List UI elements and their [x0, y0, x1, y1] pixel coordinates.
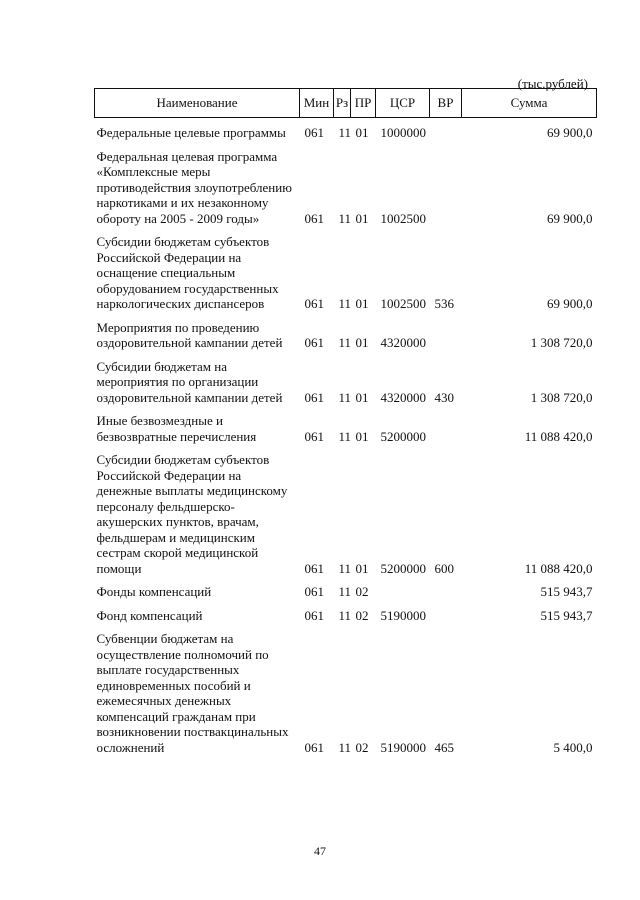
table-header-row — [95, 89, 597, 118]
row-sum: 11 088 420,0 — [524, 560, 593, 576]
row-pr: 01 — [355, 296, 369, 311]
row-csr: 1000000 — [380, 125, 426, 140]
row-sum: 69 900,0 — [547, 296, 593, 311]
row-rz: 11 — [338, 428, 352, 444]
header-rz: Рз — [334, 89, 351, 118]
table-row — [95, 444, 597, 576]
row-csr: 1002500 — [380, 296, 426, 311]
row-vr — [430, 600, 462, 624]
row-sum: 515 943,7 — [540, 584, 593, 599]
table-row — [95, 312, 597, 351]
row-vr: 536 — [434, 296, 454, 311]
row-csr: 5190000 — [380, 607, 426, 623]
row-rz: 11 — [338, 739, 352, 755]
row-vr: 600 — [434, 560, 454, 576]
row-csr: 5190000 — [380, 739, 426, 755]
header-sum: Сумма — [462, 89, 597, 118]
row-sum: 1 308 720,0 — [530, 389, 593, 405]
table-row — [95, 118, 597, 141]
row-vr — [430, 405, 462, 444]
row-vr — [430, 141, 462, 227]
row-rz: 11 — [338, 607, 352, 623]
table-row — [95, 623, 597, 755]
row-pr: 01 — [355, 560, 369, 576]
page-number: 47 — [314, 844, 326, 858]
row-min: 061 — [304, 739, 324, 755]
row-pr: 01 — [355, 389, 369, 405]
row-pr: 01 — [355, 210, 369, 226]
row-csr: 4320000 — [380, 335, 426, 350]
row-pr: 02 — [355, 739, 369, 755]
row-name: Мероприятия по проведению оздоровительной кампании детей — [96, 319, 283, 350]
row-vr — [430, 576, 462, 600]
row-pr: 02 — [355, 584, 369, 599]
header-name: Наименование — [95, 89, 300, 118]
row-min: 061 — [304, 560, 324, 576]
row-vr — [430, 118, 462, 141]
row-min: 061 — [304, 389, 324, 405]
row-name: Федеральные целевые программы — [96, 125, 286, 140]
header-min: Мин — [300, 89, 334, 118]
row-sum: 69 900,0 — [547, 125, 593, 140]
table-row — [95, 351, 597, 406]
row-sum: 11 088 420,0 — [524, 428, 593, 444]
row-rz: 11 — [338, 210, 352, 226]
row-min: 061 — [304, 607, 324, 623]
header-csr: ЦСР — [376, 89, 430, 118]
table-row — [95, 576, 597, 600]
row-rz: 11 — [338, 389, 352, 405]
row-name: Субсидии бюджетам на мероприятия по организации оздоровительной кампании детей — [96, 358, 283, 405]
table-row — [95, 226, 597, 312]
row-name: Субвенции бюджетам на осуществление полномочий по выплате государственных единовременных пособий и ежемесячных денежных компенсаций гражданам при возникновении поствакцинальных осложнений — [96, 631, 289, 755]
row-min: 061 — [304, 584, 324, 599]
budget-table — [94, 88, 597, 755]
row-min: 061 — [304, 428, 324, 444]
row-rz: 11 — [338, 125, 352, 140]
row-sum: 515 943,7 — [540, 607, 593, 623]
row-min: 061 — [304, 125, 324, 140]
row-vr — [430, 312, 462, 351]
header-vr: ВР — [430, 89, 462, 118]
row-min: 061 — [304, 335, 324, 350]
row-csr — [376, 576, 430, 600]
row-rz: 11 — [338, 584, 352, 599]
table-row — [95, 141, 597, 227]
row-name: Федеральная целевая программа «Комплексные меры противодействия злоупотреблению наркотиками и их незаконному обороту на 2005 - 2009 годы» — [96, 148, 292, 226]
row-name: Субсидии бюджетам субъектов Российской Федерации на оснащение специальным оборудованием государственных наркологических диспансеров — [96, 234, 279, 311]
row-vr: 465 — [434, 739, 454, 755]
row-min: 061 — [304, 210, 324, 226]
row-pr: 01 — [355, 428, 369, 444]
row-name: Фонд компенсаций — [96, 607, 203, 623]
row-sum: 1 308 720,0 — [530, 335, 593, 350]
table-row — [95, 405, 597, 444]
row-pr: 02 — [355, 607, 369, 623]
row-min: 061 — [304, 296, 324, 311]
row-name: Субсидии бюджетам субъектов Российской Федерации на денежные выплаты медицинскому персоналу фельдшерско-акушерских пунктов, врачам, фельдшерам и медицинским сестрам скорой медицинской помощи — [96, 452, 288, 576]
row-csr: 5200000 — [380, 428, 426, 444]
row-name: Иные безвозмездные и безвозвратные перечисления — [96, 413, 257, 444]
row-csr: 1002500 — [380, 210, 426, 226]
table-row — [95, 600, 597, 624]
row-sum: 69 900,0 — [547, 210, 593, 226]
row-csr: 5200000 — [380, 560, 426, 576]
row-name: Фонды компенсаций — [96, 584, 212, 599]
row-pr: 01 — [355, 125, 369, 140]
row-sum: 5 400,0 — [553, 739, 593, 755]
row-pr: 01 — [355, 335, 369, 350]
row-rz: 11 — [338, 296, 352, 311]
row-csr: 4320000 — [380, 389, 426, 405]
units-label: (тыс.рублей) — [517, 76, 588, 91]
row-rz: 11 — [338, 560, 352, 576]
row-vr: 430 — [434, 389, 454, 405]
header-pr: ПР — [351, 89, 376, 118]
row-rz: 11 — [338, 335, 352, 350]
